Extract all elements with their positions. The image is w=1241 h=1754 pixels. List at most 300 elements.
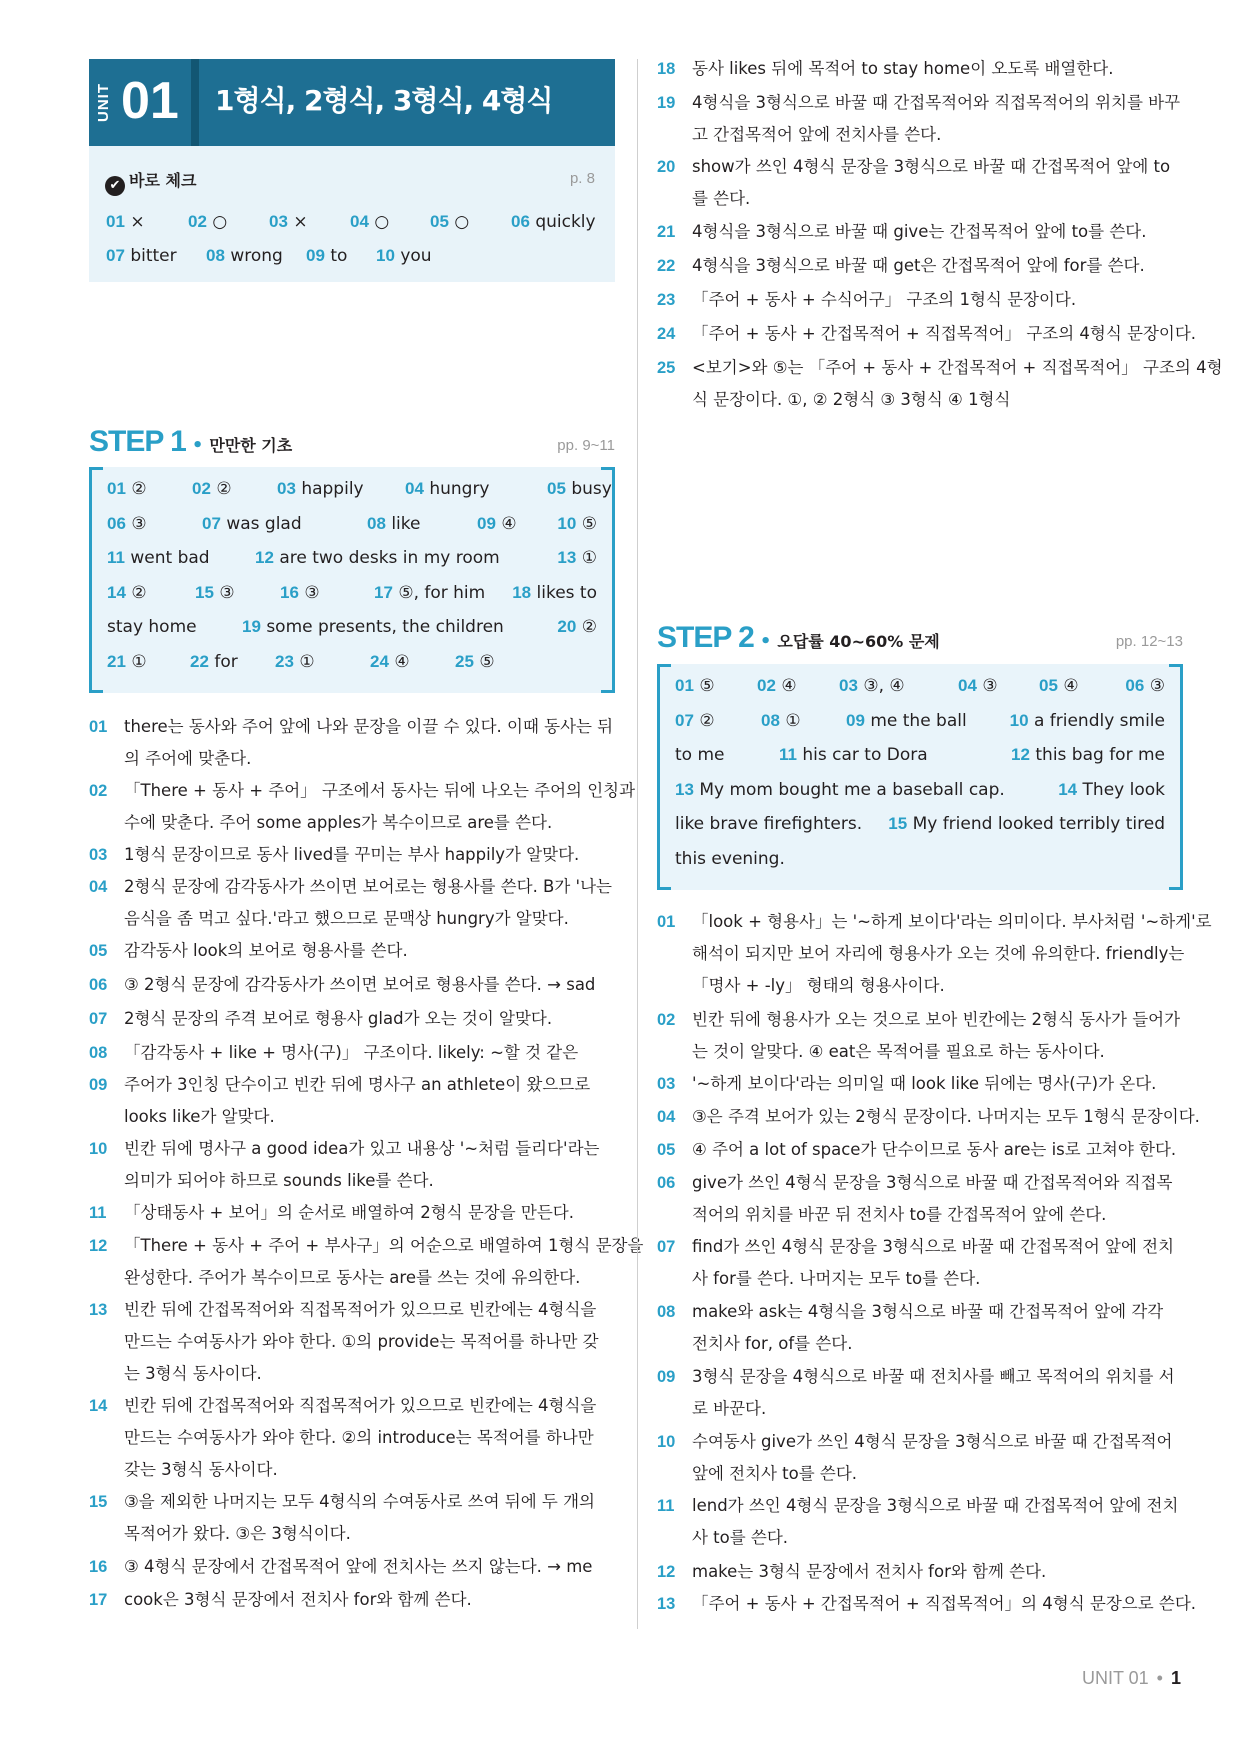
answer-number: 01 [106,212,125,231]
explanation-number: 22 [657,257,676,275]
explanation-line: make는 3형식 문장에서 전치사 for와 함께 쓴다. [692,1562,1047,1581]
explanation-line: 1형식 문장이므로 동사 lived를 꾸미는 부사 happily가 알맞다. [124,845,580,864]
explanation-number: 13 [89,1301,108,1319]
answer-number: 14 [107,582,126,602]
step1-subtitle: 만만한 기초 [209,436,293,455]
explanation-number: 13 [657,1595,676,1613]
explanation-line: find가 쓰인 4형식 문장을 3형식으로 바꿀 때 간접목적어 앞에 전치 [692,1237,1175,1256]
explanation-number: 12 [657,1563,676,1581]
explanation-text [124,1486,595,1550]
answer-text: ③ [1149,676,1165,696]
explanation-line: 수여동사 give가 쓰인 4형식 문장을 3형식으로 바꿀 때 간접목적어 [692,1432,1173,1451]
answer-item [675,849,785,869]
quick-check-box [89,146,615,282]
answer-number: 04 [350,212,369,231]
answer-item [511,212,596,232]
explanation-line: 4형식을 3형식으로 바꿀 때 간접목적어와 직접목적어의 위치를 바꾸 [692,93,1181,112]
explanation-text [692,318,1196,350]
explanation-text [692,1361,1175,1425]
explanation-number: 14 [89,1397,108,1415]
answer-number: 07 [675,710,694,730]
step2-subtitle: 오답률 40~60% 문제 [777,632,940,651]
answer-item [188,212,227,232]
explanation-line: cook은 3형식 문장에서 전치사 for와 함께 쓴다. [124,1590,472,1609]
explanation-line: 「감각동사 + like + 명사(구)」 구조이다. likely: ~할 것 같은 [124,1043,579,1062]
answer-item [405,479,490,499]
explanation-line: '~하게 보이다'라는 의미일 때 look like 뒤에는 명사(구)가 온다. [692,1074,1157,1093]
answer-item [512,583,597,603]
answer-number: 20 [557,617,577,636]
explanation-line: 3형식 문장을 4형식으로 바꿀 때 전치사를 빼고 목적어의 위치를 서 [692,1367,1175,1386]
box-corner [657,664,671,667]
answer-number: 10 [376,246,395,265]
answer-text: ○ [454,212,470,232]
step2-heading [657,621,1183,657]
answer-item [547,479,612,499]
answer-text: My mom bought me a baseball cap. [699,779,1005,800]
explanation-text [692,906,1212,1002]
answer-item [376,246,432,266]
footer-dot: • [1156,1668,1163,1688]
explanation-item [657,352,1223,416]
explanation-item [657,1231,1192,1295]
explanation-text [692,352,1223,416]
explanation-line: 사 for를 쓴다. 나머지는 모두 to를 쓴다. [692,1269,981,1288]
box-corner [1169,887,1183,890]
quick-check-title: 바로 체크 [129,171,197,190]
answer-number: 07 [202,513,221,533]
explanation-text [124,1003,552,1035]
answer-number: 18 [512,582,532,602]
explanation-item [657,1426,1192,1490]
explanation-text [692,151,1170,215]
explanation-number: 15 [89,1493,108,1511]
explanation-line: 「There + 동사 + 주어 + 부사구」의 어순으로 배열하여 1형식 문장을 [124,1236,644,1255]
explanation-line: 의 주어에 맞춘다. [124,749,252,768]
answer-line [107,479,612,503]
box-corner [601,467,615,470]
explanation-line: 해석이 되지만 보어 자리에 형용사가 오는 것에 유의한다. friendly는 [692,944,1185,963]
explanation-item [89,839,624,871]
explanation-item [89,1003,624,1035]
explanation-item [89,1584,624,1616]
answer-text: like [391,513,421,534]
answer-text: × [293,212,308,232]
explanation-line: 수에 맞춘다. 주어 some apples가 복수이므로 are를 쓴다. [124,813,553,832]
box-corner [1169,664,1183,667]
explanation-number: 20 [657,158,676,176]
answer-item [557,617,597,637]
answer-number: 09 [846,710,865,730]
explanation-text [124,711,613,775]
answer-item [269,212,308,232]
explanation-line: ④ 주어 a lot of space가 단수이므로 동사 are는 is로 고쳐야 한다. [692,1140,1177,1159]
explanation-item [657,1588,1197,1620]
answer-text: bitter [130,246,177,266]
explanation-item [657,1004,1192,1068]
answer-number: 10 [557,513,577,533]
answer-line [107,583,597,607]
answer-line [675,711,1165,735]
explanation-number: 07 [89,1010,108,1028]
answer-text: busy [571,479,612,499]
explanation-line: 「There + 동사 + 주어」 구조에서 동사는 뒤에 나오는 주어의 인칭과 [124,781,636,800]
answer-item [107,514,147,534]
answer-text: are two desks in my room [279,548,500,568]
explanation-number: 02 [657,1011,676,1029]
step1-dot: • [191,435,204,456]
explanation-line: 「주어 + 동사 + 간접목적어 + 직접목적어」 구조의 4형식 문장이다. [692,324,1197,343]
explanation-text [692,250,1145,282]
explanation-text [124,1230,643,1294]
answer-number: 05 [547,479,566,498]
explanation-item [89,711,624,775]
answer-number: 24 [370,651,389,671]
explanation-item [657,1490,1192,1554]
answer-item [350,212,389,232]
explanation-text [692,1068,1156,1100]
explanation-item [657,1296,1192,1360]
explanation-line: show가 쓰인 4형식 문장을 3형식으로 바꿀 때 간접목적어 앞에 to [692,157,1171,176]
explanation-number: 05 [657,1141,676,1159]
answer-text: ③ [131,513,147,534]
explanation-line: 2형식 문장의 주격 보어로 형용사 glad가 오는 것이 알맞다. [124,1009,553,1028]
explanation-line: 빈칸 뒤에 간접목적어와 직접목적어가 있으므로 빈칸에는 4형식을 [124,1396,597,1415]
answer-text: some presents, the children [266,617,504,637]
answer-text: for [214,651,238,672]
answer-text: ④ [781,676,797,696]
explanation-line: 2형식 문장에 감각동사가 쓰이면 보어로는 형용사를 쓴다. B가 '나는 [124,877,612,896]
answer-line [675,780,1165,804]
answer-number: 04 [958,676,977,695]
explanation-line: 빈칸 뒤에 간접목적어와 직접목적어가 있으므로 빈칸에는 4형식을 [124,1300,597,1319]
answer-line [675,745,1165,769]
answer-item [557,548,597,568]
explanation-item [657,318,1197,350]
answer-text: this evening. [675,848,785,869]
explanation-line: 완성한다. 주어가 복수이므로 동사는 are를 쓰는 것에 유의한다. [124,1268,581,1287]
explanation-text [124,1069,590,1133]
answer-text: ③, ④ [863,676,905,696]
explanation-line: 빈칸 뒤에 형용사가 오는 것으로 보아 빈칸에는 2형식 동사가 들어가 [692,1010,1181,1029]
page-number: 1 [1170,1668,1181,1688]
answer-item [557,514,597,534]
explanation-item [89,1551,624,1583]
explanation-item [657,87,1192,151]
explanation-text [124,839,579,871]
page-footer [1082,1668,1181,1689]
explanation-item [657,1101,1200,1133]
explanation-text [124,1197,574,1229]
explanation-text [692,216,1146,248]
answer-item [430,212,469,232]
answer-item [367,514,420,534]
answer-item [306,246,347,266]
box-corner [89,467,103,470]
answer-text: ○ [212,212,228,232]
answer-number: 10 [1009,710,1029,730]
explanation-line: make와 ask는 4형식을 3형식으로 바꿀 때 간접목적어 앞에 각각 [692,1302,1164,1321]
answer-line [107,514,597,538]
answer-text: ③ [219,582,235,603]
answer-text: ③ [304,582,320,603]
answer-number: 02 [192,479,211,498]
answer-text: ⑤ [581,513,597,534]
explanation-line: 만드는 수여동사가 와야 한다. ②의 introduce는 목적어를 하나만 [124,1428,594,1447]
answer-item [107,617,197,637]
step2-answer-box [657,664,1183,890]
answer-text: ① [299,651,315,672]
answer-number: 12 [255,548,274,567]
explanation-line: 는 것이 알맞다. ④ eat은 목적어를 필요로 하는 동사이다. [692,1042,1105,1061]
explanation-number: 09 [89,1076,108,1094]
explanation-line: 는 3형식 동사이다. [124,1364,262,1383]
unit-number: 01 [121,72,179,130]
explanation-line: 4형식을 3형식으로 바꿀 때 get은 간접목적어 앞에 for를 쓴다. [692,256,1145,275]
explanation-number: 11 [657,1497,675,1515]
explanation-item [89,935,624,967]
answer-item [190,652,238,672]
answer-text: ① [785,710,801,731]
answer-number: 07 [106,246,125,265]
explanation-text [124,775,635,839]
explanation-number: 01 [89,718,108,736]
explanation-text [692,87,1180,151]
check-circle-icon: ✔ [105,176,125,196]
answer-number: 06 [1125,676,1145,695]
answer-item [107,479,147,499]
box-corner [601,690,615,693]
answer-number: 22 [190,651,209,671]
explanation-text [692,1490,1178,1554]
answer-number: 23 [275,651,294,671]
explanation-text [124,1390,596,1486]
explanation-text [692,53,1113,85]
answer-line [675,849,1165,873]
explanation-number: 02 [89,782,108,800]
answer-item [1058,780,1165,800]
answer-item [192,479,232,499]
answer-item [374,583,485,603]
explanation-text [692,1296,1163,1360]
box-corner [657,887,671,890]
answer-line [107,548,597,572]
explanation-number: 08 [89,1044,108,1062]
explanation-line: 「주어 + 동사 + 간접목적어 + 직접목적어」의 4형식 문장으로 쓴다. [692,1594,1197,1613]
answer-number: 12 [1011,745,1030,764]
answer-item [675,711,715,731]
answer-text: × [130,212,145,232]
answer-item [675,745,725,765]
explanation-number: 05 [89,942,108,960]
answer-text: ④ [501,513,517,534]
explanation-number: 19 [657,94,676,112]
explanation-item [89,1037,624,1069]
explanation-line: 고 간접목적어 앞에 전치사를 쓴다. [692,125,942,144]
answer-line [107,617,597,641]
explanation-line: ③ 4형식 문장에서 간접목적어 앞에 전치사는 쓰지 않는다. → me [124,1557,593,1576]
explanation-item [89,1069,624,1133]
unit-title: 1형식, 2형식, 3형식, 4형식 [215,84,553,117]
explanation-line: there는 동사와 주어 앞에 나와 문장을 이끌 수 있다. 이때 동사는 뒤 [124,717,614,736]
explanation-text [124,1133,599,1197]
answer-number: 01 [675,676,694,695]
explanation-item [89,1294,624,1390]
answer-number: 21 [107,651,126,671]
explanation-line: 를 쓴다. [692,189,751,208]
answer-number: 19 [242,617,261,636]
explanation-number: 18 [657,60,676,78]
answer-item [1010,711,1165,731]
explanation-number: 03 [89,846,108,864]
answer-number: 06 [511,212,530,231]
answer-item [277,479,364,499]
explanation-number: 21 [657,223,676,241]
explanation-line: 음식을 좀 먹고 싶다.'라고 했으므로 문맥상 hungry가 알맞다. [124,909,569,928]
answer-number: 08 [367,513,386,533]
explanation-item [89,1230,644,1294]
explanation-number: 10 [657,1433,676,1451]
explanation-item [657,1556,1192,1588]
answer-number: 15 [888,814,908,833]
explanation-text [124,1294,599,1390]
answer-text: ④ [1063,676,1079,696]
answer-item [675,814,862,834]
answer-text: stay home [107,617,197,637]
answer-text: ② [131,582,147,603]
explanation-item [89,1390,624,1486]
answer-item [761,711,801,731]
answer-text: likes to [536,582,597,603]
answer-item [1125,676,1165,696]
explanation-item [657,906,1212,1002]
explanation-line: <보기>와 ⑤는 「주어 + 동사 + 간접목적어 + 직접목적어」 구조의 4형 [692,358,1223,377]
explanation-item [657,1361,1192,1425]
header-separator [191,59,199,146]
explanation-text [124,935,408,967]
answer-item [370,652,410,672]
explanation-text [124,1037,578,1069]
explanation-item [89,1486,624,1550]
step1-answer-box [89,467,615,693]
answer-item [888,814,1165,834]
answer-text: ⑤, for him [398,582,486,603]
footer-unit: UNIT 01 [1081,1668,1149,1688]
answer-text: ② [216,479,232,499]
answer-item [242,617,504,637]
answer-text: quickly [535,212,596,232]
answer-item [202,514,302,534]
answer-number: 03 [277,479,296,498]
answer-text: me the ball [870,710,967,731]
explanation-item [89,871,624,935]
explanation-number: 12 [89,1237,108,1255]
explanation-item [657,1167,1192,1231]
answer-number: 06 [107,513,126,533]
explanation-item [657,151,1192,215]
explanation-number: 07 [657,1238,676,1256]
answer-number: 03 [269,212,288,231]
explanation-line: 「look + 형용사」는 '~하게 보이다'라는 의미이다. 부사처럼 '~하게'로 [692,912,1212,931]
answer-item [106,212,145,232]
answer-item [106,246,177,266]
explanation-line: 식 문장이다. ①, ② 2형식 ③ 3형식 ④ 1형식 [692,390,1011,409]
answer-item [1011,745,1165,765]
answer-item [107,652,147,672]
explanation-item [657,250,1192,282]
answer-item [477,514,517,534]
answer-item [958,676,998,696]
answer-text: ⑤ [699,676,715,696]
answer-item [675,780,1005,800]
step2-dot: • [759,631,772,652]
explanation-line: ③을 제외한 나머지는 모두 4형식의 수여동사로 쓰여 뒤에 두 개의 [124,1492,595,1511]
answer-number: 13 [557,548,577,567]
answer-text: ③ [982,676,998,696]
explanation-number: 08 [657,1303,676,1321]
explanation-item [657,53,1192,85]
explanation-text [692,1101,1200,1133]
answer-item [206,246,283,266]
explanation-line: 주어가 3인칭 단수이고 빈칸 뒤에 명사구 an athlete이 왔으므로 [124,1075,591,1094]
explanation-item [657,216,1192,248]
answer-text: hungry [429,479,490,499]
explanation-line: ③은 주격 보어가 있는 2형식 문장이다. 나머지는 모두 1형식 문장이다. [692,1107,1200,1126]
answer-text: ④ [394,651,410,672]
answer-item [1039,676,1079,696]
explanation-text [692,1588,1196,1620]
answer-item [757,676,797,696]
answer-text: ② [581,617,597,637]
explanation-line: 「명사 + -ly」 형태의 형용사이다. [692,976,945,995]
answer-text: ⑤ [479,651,495,672]
answer-number: 08 [206,246,225,265]
answer-number: 05 [1039,676,1058,695]
answer-item [107,548,210,568]
explanation-text [692,1134,1176,1166]
explanation-text [692,284,1076,316]
explanation-text [692,1231,1174,1295]
unit-word: UNIT [95,83,112,123]
box-corner [89,690,103,693]
answer-text: ① [581,548,597,568]
explanation-line: 목적어가 왔다. ③은 3형식이다. [124,1524,351,1543]
explanation-item [657,1068,1192,1100]
explanation-text [124,1551,592,1583]
explanation-number: 23 [657,291,676,309]
quick-check-label [105,168,196,196]
answer-number: 11 [779,745,797,764]
answer-item [195,583,235,603]
explanation-number: 11 [89,1204,107,1222]
step2-title: STEP 2 [657,621,754,654]
answer-text: to [330,246,348,266]
explanation-item [89,1197,624,1229]
explanation-number: 17 [89,1591,108,1609]
answer-text: you [400,246,432,266]
answer-item [275,652,315,672]
explanation-line: 전치사 for, of를 쓴다. [692,1334,853,1353]
quick-check-pages: p. 8 [569,170,595,187]
explanation-number: 04 [657,1108,676,1126]
explanation-number: 04 [89,878,108,896]
answer-item [455,652,495,672]
explanation-line: 4형식을 3형식으로 바꿀 때 give는 간접목적어 앞에 to를 쓴다. [692,222,1147,241]
explanation-text [124,1584,472,1616]
explanation-number: 25 [657,359,676,377]
explanation-number: 24 [657,325,676,343]
explanation-text [124,871,612,935]
